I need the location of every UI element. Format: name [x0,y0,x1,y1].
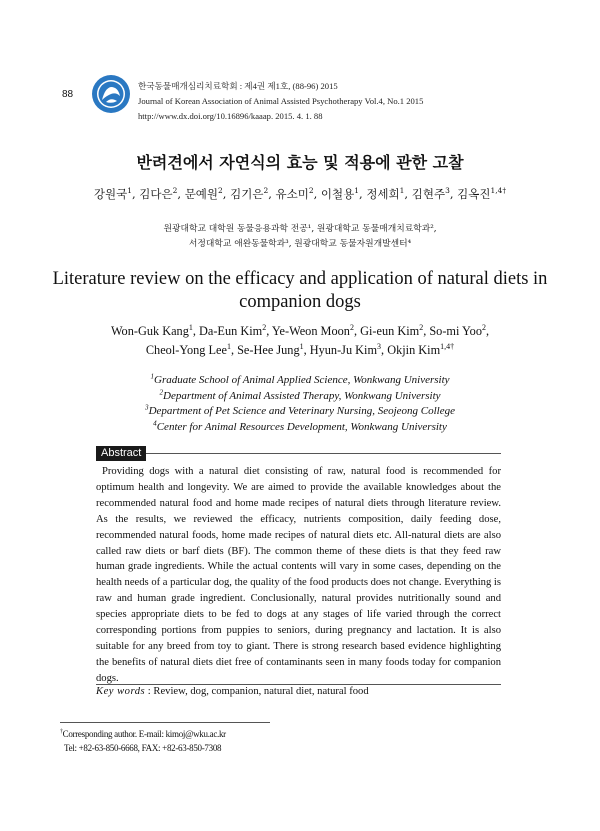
journal-header [138,79,423,124]
authors-en-line: Won-Guk Kang$^1$, Da-Eun Kim$^2$, Ye-Weon Moon$^2$, Gi-eun Kim$^2$, So-mi Yoo$^2$, [110,322,490,338]
author-kr-sup: 3 [445,186,450,196]
journal-line-en: Journal of Korean Association of Animal Assisted Psychotherapy Vol.4, No.1 2015 [138,96,424,106]
author-en-sup: 2 [262,322,267,332]
doi-link[interactable]: http://www.dx.doi.org/10.16896/kaaap. 2015. 4. 1. 88 [138,111,323,121]
affiliation-text: Center for Animal Resources Development, Wonkwang University [156,420,447,433]
author-en-sup: 2 [481,322,486,332]
author-en: Se-Hee Jung [237,343,300,357]
affiliation-text: Department of Animal Assisted Therapy, Wonkwang University [163,389,441,402]
authors-en-line: Cheol-Yong Lee$^1$, Se-Hee Jung$^1$, Hyun-Ju Kim$^3$, Okjin Kim$^{1,4\dagger}$ [145,341,455,357]
corresponding-author: Corresponding author. E-mail: kimoj@wku.ac.kr [62,729,226,739]
author-kr-sup: 2 [263,186,269,196]
keywords-label: Key words [96,686,146,697]
author-en: Hyun-Ju Kim [309,343,378,357]
author-en-sup: 3 [377,341,382,351]
author-kr: 이철용 [320,187,355,201]
author-kr-sup: 2 [308,186,314,196]
author-en-sup: 1,4† [440,341,455,351]
affiliation-en-line [40,389,560,405]
abstract-bottom-rule [96,684,501,685]
affiliation-kr-line: 원광대학교 대학원 동물응용과학 전공¹, 원광대학교 동물매개치료학과², [163,224,437,234]
affiliations-korean [60,222,540,252]
affiliation-en-line [40,420,560,436]
footnote-line: Tel: +82-63-850-6668, FAX: +82-63-850-7308 [64,743,222,753]
affiliation-text: Department of Pet Science and Veterinary Nursing, Seojeong College [148,405,455,417]
author-kr: 강원국 [93,187,128,201]
author-kr: 유소미 [275,187,309,201]
affiliation-sup: 3 [145,403,149,412]
affiliation-kr-line: 서정대학교 애완동물학과³, 원광대학교 동물자원개발센터⁴ [188,239,412,249]
author-kr: 김기은 [230,187,264,201]
abstract-body [96,464,501,687]
author-en: Okjin Kim [387,343,441,357]
abstract-top-rule [96,453,501,454]
authors-korean: 강원국$^1$, 김다은$^2$, 문예원$^2$, 김기은$^2$, 유소미$^2$, 이철용$^1$, 정세희$^1$, 김현주$^3$, 김옥진$^{1,4\dagger}$ [93,186,507,201]
title-english: Literature review on the efficacy and application of natural diets in companion dogs [52,269,548,312]
author-kr-sup: 1 [354,186,360,196]
author-en-sup: 1 [188,322,193,332]
journal-line-kr: 한국동물매개심리치료학회 : 제4권 제1호, (88-96) 2015 [138,81,338,91]
affiliations-english [40,373,560,435]
author-kr: 김현주 [411,187,446,201]
author-kr: 정세희 [366,187,400,201]
abstract-label: Abstract [96,446,146,461]
author-kr-sup: 2 [218,186,223,196]
affiliation-sup: 1 [150,372,155,381]
author-en: Won-Guk Kang [110,324,189,338]
authors-english [40,322,560,360]
author-en-sup: 2 [419,322,424,332]
author-kr: 김옥진 [457,187,491,201]
title-korean: 반려견에서 자연식의 효능 및 적용에 관한 고찰 [136,153,464,172]
author-kr: 김다은 [139,187,173,201]
author-en-sup: 1 [299,341,304,351]
footnote-line [60,727,226,741]
author-en-sup: 1 [226,341,231,351]
footnote [60,727,226,755]
footnote-rule [60,722,270,723]
page-number: 88 [62,89,74,100]
author-kr-sup: 1 [127,186,132,196]
author-en: Da-Eun Kim [199,324,263,338]
affiliation-en-line [40,404,560,420]
author-en: Cheol-Yong Lee [145,343,227,357]
author-kr-sup: 1,4† [490,186,507,196]
footnote-mark: † [60,729,63,735]
author-en-sup: 2 [349,322,354,332]
keywords: Key words : Review, dog, companion, natural diet, natural food [96,686,369,697]
author-en: Ye-Weon Moon [271,324,350,338]
affiliation-sup: 4 [153,418,157,427]
author-kr-sup: 1 [399,186,405,196]
author-kr: 문예원 [184,187,219,201]
affiliation-en-line [40,373,560,389]
author-kr-sup: 2 [172,186,178,196]
keywords-text: Review, dog, companion, natural diet, natural food [153,686,369,697]
journal-logo [91,74,131,114]
abstract-text: Providing dogs with a natural diet consisting of raw, natural food is recommended for optimum health and longevity. We are aimed to provide the available knowledges about the recommended natural food and home made recipes of natural diets through literature review. As the results, we reviewed the efficacy, nutrients composition, daily feeding dose, recommended natural foods, home made recipes of natural diets etc. All-natural diets are also called raw diets or barf diets (BF). The common theme of these diets is that they feed raw human grade ingredients. While the actual contents will vary in some cases, depending on the health needs of a particular dog, the quality of the food products does not change. Everything is raw and human grade ingredient. Conclusionally, natural provides nutritionally sound and species appropriate diets to be fed to dogs at any stages of life varied through the correct corresponding portions from puppies to seniors, during pregnancy and lactation. It is also suitable for any breed from toy to giant. There is strong research based evidence highlighting the benefits of natural diets diet free of contaminants seen in many foods today for companion dogs. [96,466,501,684]
affiliation-text: Graduate School of Animal Applied Science, Wonkwang University [154,374,450,386]
author-en: So-mi Yoo [429,324,482,338]
author-en: Gi-eun Kim [360,324,420,338]
affiliation-sup: 2 [159,387,164,396]
